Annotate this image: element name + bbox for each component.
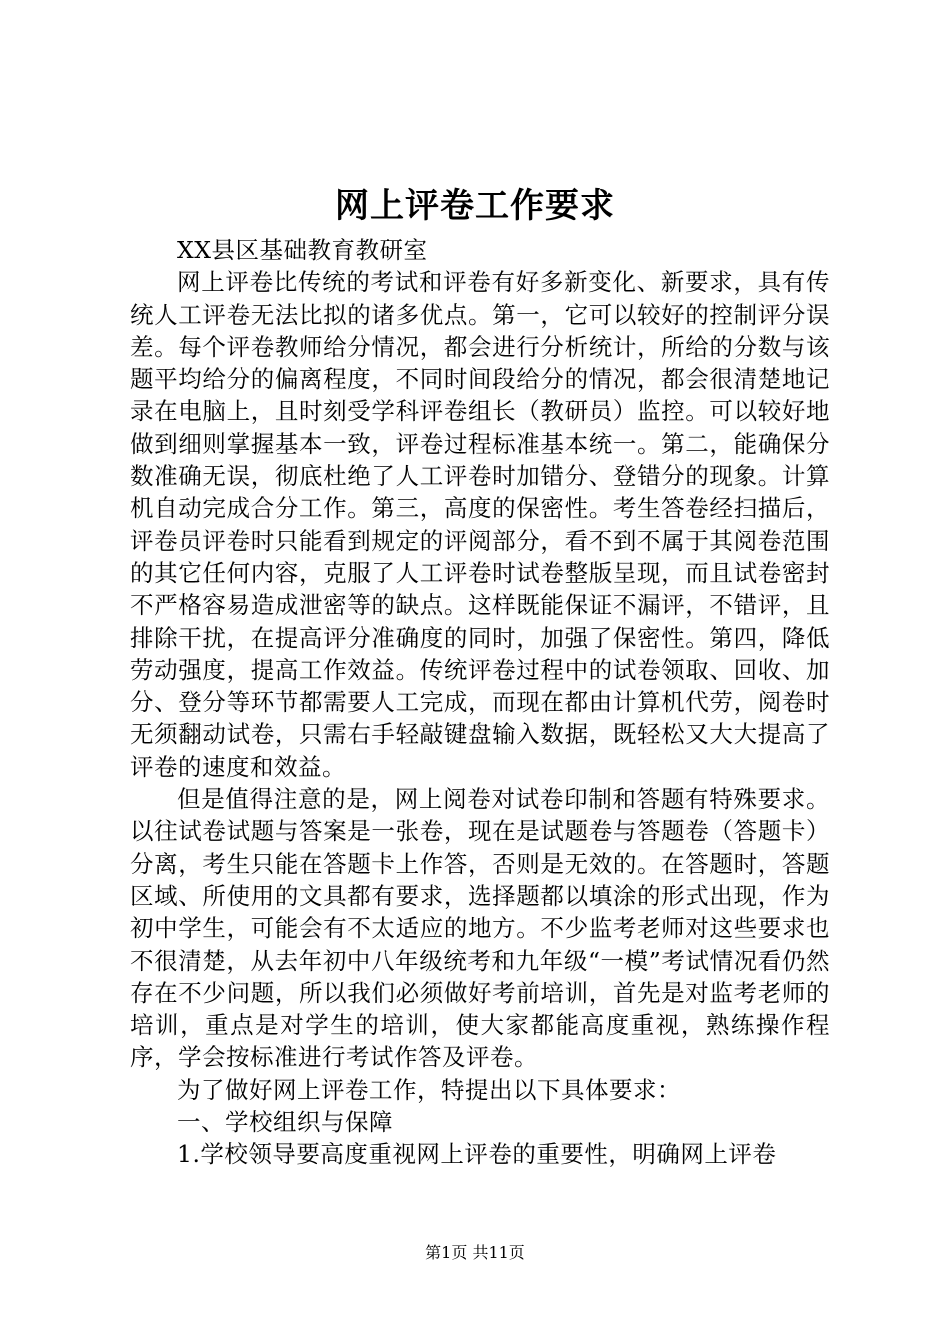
document-title: 网上评卷工作要求 xyxy=(335,186,615,226)
page-footer: 第1页 共11页 xyxy=(425,1243,525,1262)
section-heading: 一、学校组织与保障 xyxy=(177,1108,393,1137)
paragraph-intro: 为了做好网上评卷工作，特提出以下具体要求： xyxy=(177,1075,681,1104)
author-line: XX县区基础教育教研室 xyxy=(177,236,428,264)
paragraph-requirements: 但是值得注意的是，网上阅卷对试卷印制和答题有特殊要求。以往试卷试题与答案是一张卷，现在是试题卷与答题卷（答题卡）分离，考生只能在答题卡上作答，否则是无效的。在答题时，答题区域、所使用的文具都有要求，选择题都以填涂的形式出现，作为初中学生，可能会有不太适应的地方。不少监考老师对这些要求也不很清楚，从去年初中八年级统考和九年级“一模”考试情况看仍然存在不少问题，所以我们必须做好考前培训，首先是对监考老师的培训，重点是对学生的培训，使大家都能高度重视，熟练操作程序，学会按标准进行考试作答及评卷。 xyxy=(130,785,830,1072)
document-body xyxy=(130,234,830,1171)
paragraph-item-1: 1.学校领导要高度重视网上评卷的重要性，明确网上评卷 xyxy=(177,1140,777,1169)
paragraph-advantages: 网上评卷比传统的考试和评卷有好多新变化、新要求，具有传统人工评卷无法比拟的诸多优点。第一，它可以较好的控制评分误差。每个评卷教师给分情况，都会进行分析统计，所给的分数与该题平均给分的偏离程度，不同时间段给分的情况，都会很清楚地记录在电脑上，且时刻受学科评卷组长（教研员）监控。可以较好地做到细则掌握基本一致，评卷过程标准基本统一。第二，能确保分数准确无误，彻底杜绝了人工评卷时加错分、登错分的现象。计算机自动完成合分工作。第三，高度的保密性。考生答卷经扫描后，评卷员评卷时只能看到规定的评阅部分，看不到不属于其阅卷范围的其它任何内容，克服了人工评卷时试卷整版呈现，而且试卷密封不严格容易造成泄密等的缺点。这样既能保证不漏评，不错评，且排除干扰，在提高评分准确度的同时，加强了保密性。第四，降低劳动强度，提高工作效益。传统评卷过程中的试卷领取、回收、加分、登分等环节都需要人工完成，而现在都由计算机代劳，阅卷时无须翻动试卷，只需右手轻敲键盘输入数据，既轻松又大大提高了评卷的速度和效益。 xyxy=(130,268,830,781)
